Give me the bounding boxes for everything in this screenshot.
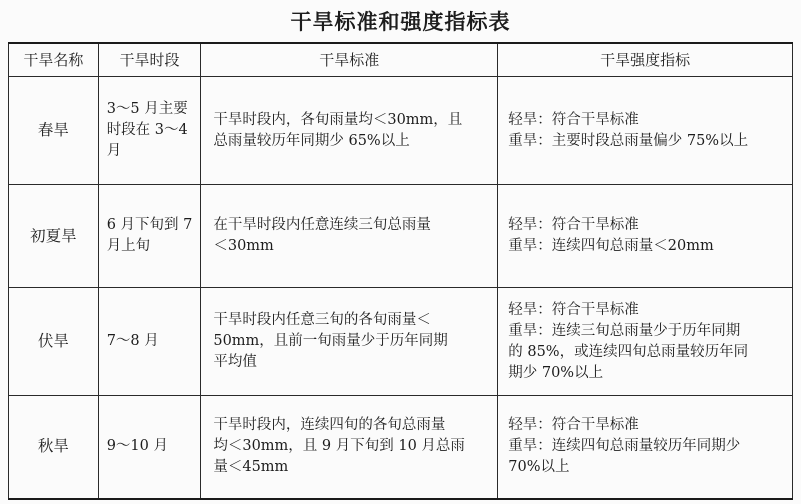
standard-line: 50mm，且前一旬雨量少于历年同期 [213,333,448,349]
period-line: 3～5 月主要 [106,101,188,117]
drought-name: 伏旱 [9,288,99,396]
index-line: 轻旱：符合干旱标准 [508,111,639,128]
index-line: 期少 70%以上 [508,364,604,381]
drought-name: 春旱 [9,77,99,185]
drought-period [98,77,201,185]
table-row [9,396,793,499]
index-line: 轻旱：符合干旱标准 [508,217,639,233]
drought-period [98,396,201,499]
standard-line: 在干旱时段内任意连续三旬总雨量 [213,217,431,233]
index-line: 重旱：连续三旬总雨量少于历年同期 [508,322,741,339]
header-name: 干旱名称 [9,43,99,77]
header-standard: 干旱标准 [201,43,498,77]
period-line: 9～10 月 [106,438,168,455]
standard-line: 干旱时段内，各旬雨量均＜30mm，且 [213,111,463,128]
index-line: 重旱：连续四旬总雨量＜20mm [508,238,714,254]
drought-standard [201,77,498,185]
drought-index [498,185,793,288]
period-line: 月 [106,143,122,159]
drought-name: 初夏旱 [9,185,99,288]
table-row [9,185,793,288]
drought-standards-table [8,42,793,500]
period-line: 6 月下旬到 7 [106,217,193,233]
index-line: 轻旱：符合干旱标准 [508,301,639,318]
drought-standard [201,288,498,396]
table-row [9,288,793,396]
drought-period [98,288,201,396]
standard-line: 干旱时段内任意三旬的各旬雨量＜ [213,312,431,328]
drought-name: 秋旱 [9,396,99,499]
header-index: 干旱强度指标 [498,43,793,77]
drought-standard [201,185,498,288]
index-line: 重旱：主要时段总雨量偏少 75%以上 [508,132,749,149]
standard-line: 总雨量较历年同期少 65%以上 [213,132,410,149]
table-row [9,77,793,185]
standard-line: 干旱时段内，连续四旬的各旬总雨量 [213,417,446,434]
period-line: 月上旬 [106,238,151,254]
drought-index [498,77,793,185]
drought-index [498,288,793,396]
index-line: 轻旱：符合干旱标准 [508,417,639,434]
header-period: 干旱时段 [98,43,201,77]
standard-line: 平均值 [213,354,257,370]
index-line: 70%以上 [508,459,570,476]
header-row [9,43,793,77]
table-title: 干旱标准和强度指标表 [290,10,511,34]
index-line: 重旱：连续四旬总雨量较历年同期少 [508,438,741,455]
drought-period [98,185,201,288]
period-line: 时段在 3～4 [106,122,188,138]
drought-standard [201,396,498,499]
standard-line: ＜30mm [213,238,274,254]
period-line: 7～8 月 [106,333,159,349]
standard-line: 量＜45mm [213,459,289,476]
standard-line: 均＜30mm，且 9 月下旬到 10 月总雨 [213,438,465,455]
drought-index [498,396,793,499]
index-line: 的 85%，或连续四旬总雨量较历年同 [508,343,749,360]
